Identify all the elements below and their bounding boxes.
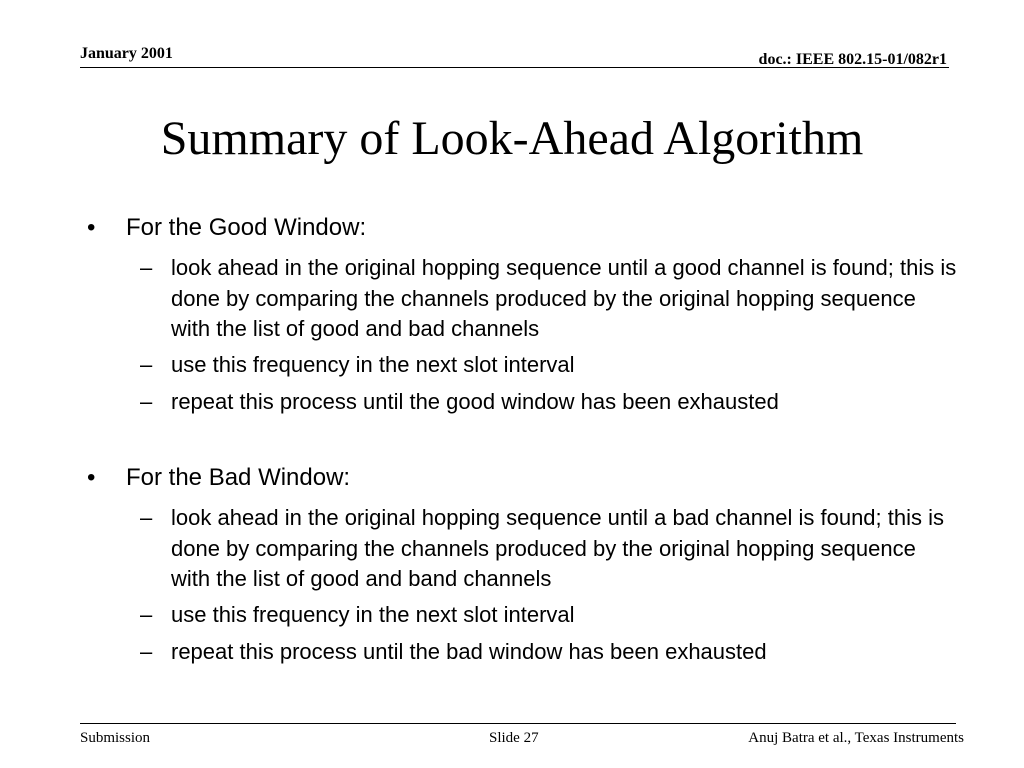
header-date: January 2001 — [80, 45, 173, 62]
dash-marker: – — [140, 255, 153, 280]
dash-marker: – — [140, 602, 153, 627]
sub-bullet-good-1 — [140, 253, 960, 345]
dash-marker: – — [140, 639, 153, 664]
footer-authors: Anuj Batra et al., Texas Instruments — [748, 730, 964, 746]
sub-bullet-bad-2-text: use this frequency in the next slot interval — [171, 602, 575, 627]
footer-rule — [80, 723, 956, 724]
slide-title: Summary of Look-Ahead Algorithm — [160, 112, 864, 165]
footer-submission: Submission — [80, 730, 151, 746]
bullet-marker: • — [87, 464, 96, 491]
sub-bullet-bad-2 — [140, 600, 960, 631]
header-doc-id: doc.: IEEE 802.15-01/082r1 — [758, 51, 947, 68]
sub-bullet-bad-3 — [140, 637, 960, 668]
dash-marker: – — [140, 352, 153, 377]
sub-bullet-bad-3-text: repeat this process until the bad window has been exhausted — [171, 639, 767, 664]
dash-marker: – — [140, 505, 153, 530]
bullet-good-window-label: For the Good Window: — [126, 214, 367, 241]
sub-bullet-bad-1-text: look ahead in the original hopping sequence until a bad channel is found; this is done by comparing the channels produced by the original hopping sequence with the list of good and band channels — [171, 505, 944, 591]
sub-bullet-good-1-text: look ahead in the original hopping sequence until a good channel is found; this is done by comparing the channels produced by the original hopping sequence with the list of good and bad channels — [171, 255, 957, 341]
dash-marker: – — [140, 389, 153, 414]
bullet-marker: • — [87, 214, 96, 241]
sub-bullet-bad-1 — [140, 503, 960, 595]
sub-bullet-good-3 — [140, 387, 960, 418]
bullet-bad-window-label: For the Bad Window: — [126, 464, 351, 491]
sub-bullet-good-2-text: use this frequency in the next slot interval — [171, 352, 575, 377]
sub-bullet-good-2 — [140, 350, 960, 381]
sub-bullet-good-3-text: repeat this process until the good window has been exhausted — [171, 389, 779, 414]
footer-slide-number: Slide 27 — [489, 730, 539, 746]
